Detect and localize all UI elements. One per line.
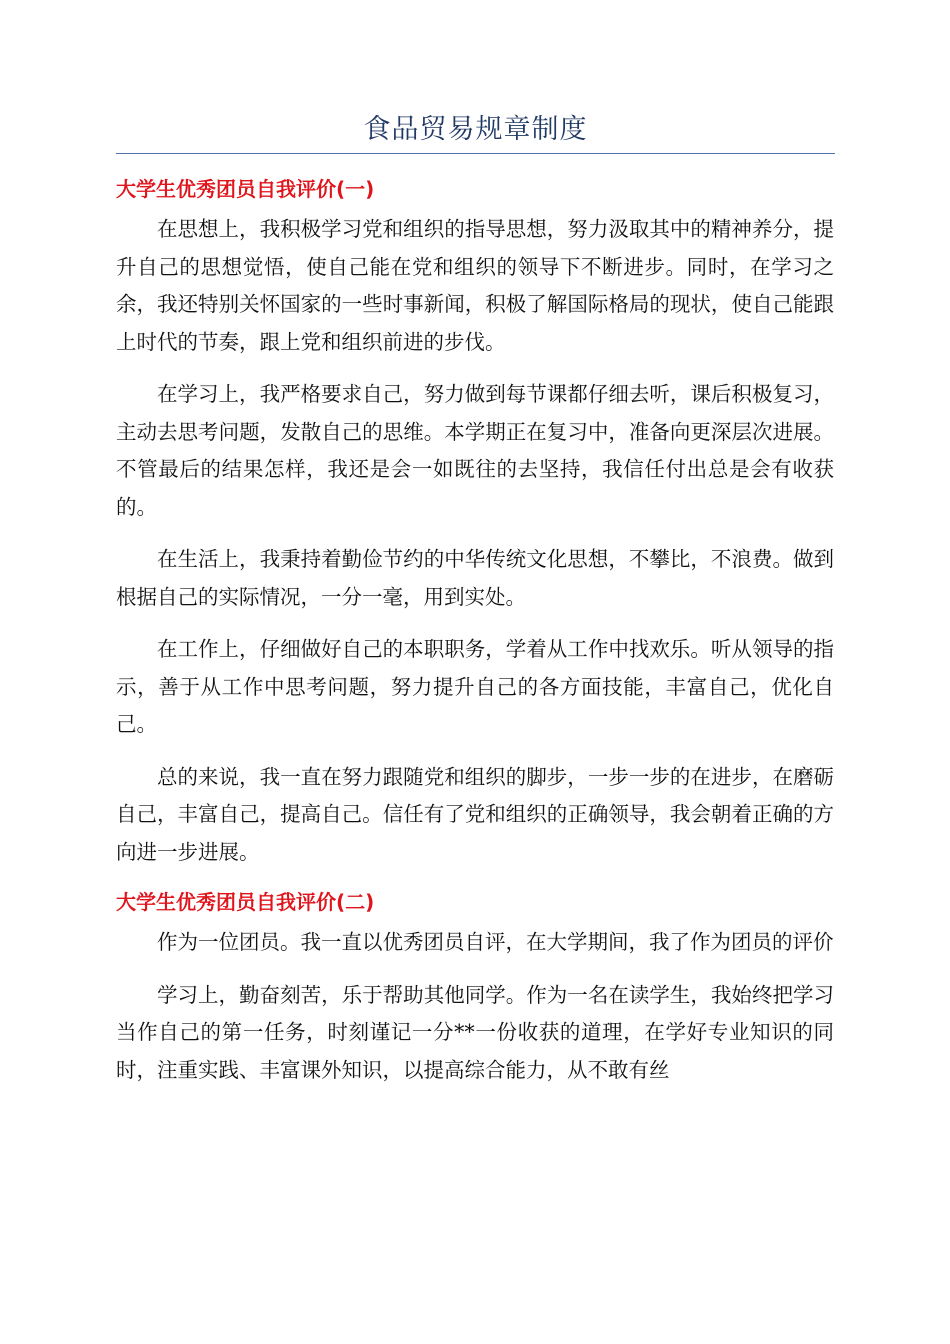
paragraph-study-diligence: 学习上，勤奋刻苦，乐于帮助其他同学。作为一名在读学生，我始终把学习当作自己的第一任务，时刻谨记一分**一份收获的道理，在学好专业知识的同时，注重实践、丰富课外知识，以提高综合能力，从不敢有丝 — [116, 982, 834, 1082]
section-one — [116, 173, 834, 871]
paragraph-thought: 在思想上，我积极学习党和组织的指导思想，努力汲取其中的精神养分，提升自己的思想觉悟，使自己能在党和组织的领导下不断进步。同时，在学习之余，我还特别关怀国家的一些时事新闻，积极了解国际格局的现状，使自己能跟上时代的节奏，跟上党和组织前进的步伐。 — [116, 217, 834, 354]
section-heading: 大学生优秀团员自我评价(二) — [116, 890, 375, 914]
document-body — [116, 173, 834, 1104]
paragraph-summary: 总的来说，我一直在努力跟随党和组织的脚步，一步一步的在进步，在磨砺自己，丰富自己，提高自己。信任有了党和组织的正确领导，我会朝着正确的方向进一步进展。 — [116, 764, 834, 864]
section-heading: 大学生优秀团员自我评价(一) — [116, 177, 375, 201]
section-two — [116, 886, 834, 1089]
paragraph-intro: 作为一位团员。我一直以优秀团员自评，在大学期间，我了作为团员的评价 — [157, 930, 834, 954]
paragraph-work: 在工作上，仔细做好自己的本职职务，学着从工作中找欢乐。听从领导的指示，善于从工作中思考问题，努力提升自己的各方面技能，丰富自己，优化自己。 — [116, 637, 834, 736]
paragraph-study: 在学习上，我严格要求自己，努力做到每节课都仔细去听，课后积极复习，主动去思考问题，发散自己的思维。本学期正在复习中，准备向更深层次进展。不管最后的结果怎样，我还是会一如既往的去坚持，我信任付出总是会有收获的。 — [116, 382, 834, 519]
title-underline-rule — [116, 153, 835, 154]
document-title: 食品贸易规章制度 — [363, 114, 588, 145]
paragraph-life: 在生活上，我秉持着勤俭节约的中华传统文化思想，不攀比，不浪费。做到根据自己的实际情况，一分一毫，用到实处。 — [116, 547, 834, 609]
